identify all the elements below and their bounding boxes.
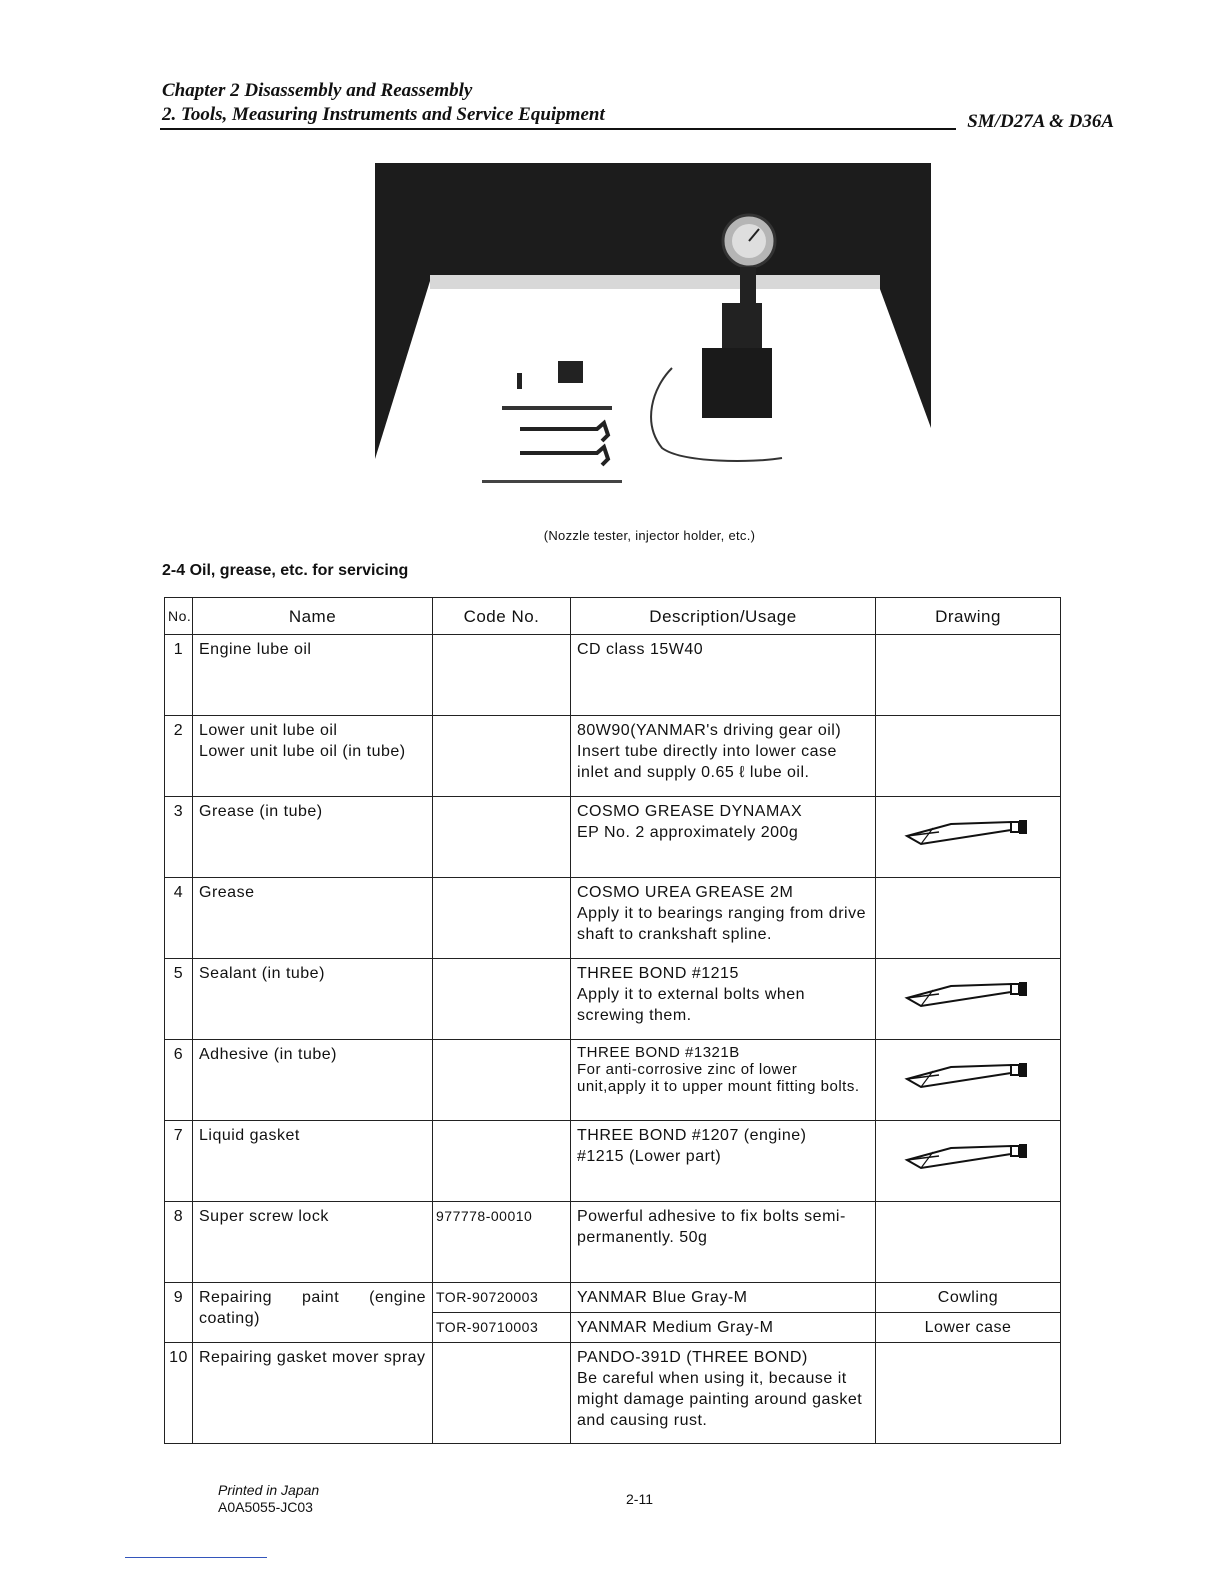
document-code: A0A5055-JC03 (218, 1499, 313, 1515)
tube-icon (903, 976, 1033, 1016)
table-header-row (165, 598, 1061, 635)
photo-caption: (Nozzle tester, injector holder, etc.) (543, 528, 756, 543)
row-description-text: COSMO UREA GREASE 2M Apply it to bearings ranging from drive shaft to crankshaft spline. (577, 884, 866, 943)
row-code (433, 716, 571, 797)
row-no: 2 (165, 716, 193, 797)
row-code (433, 1343, 571, 1444)
row-no: 7 (165, 1121, 193, 1202)
row-drawing (876, 635, 1061, 716)
nozzle-tester-photo (372, 163, 932, 503)
table-row (165, 635, 1061, 716)
row-description: YANMAR Medium Gray-M (571, 1313, 876, 1343)
row-code: TOR-90710003 (433, 1313, 571, 1343)
row-drawing (876, 1343, 1061, 1444)
row-code (433, 959, 571, 1040)
row-no: 10 (165, 1343, 193, 1444)
footer-link-line (125, 1557, 267, 1558)
row-no: 1 (165, 635, 193, 716)
row-drawing (876, 878, 1061, 959)
model-label: SM/D27A & D36A (967, 111, 1114, 132)
row-name: Repairing gasket mover spray (193, 1343, 433, 1444)
chapter-title: Chapter 2 Disassembly and Reassembly (162, 80, 473, 101)
row-code (433, 1040, 571, 1121)
servicing-materials-table (164, 597, 1061, 1444)
row-drawing (876, 959, 1061, 1040)
row-code: 977778-00010 (433, 1202, 571, 1283)
col-header-no: No. (165, 598, 193, 635)
row-name: Sealant (in tube) (193, 959, 433, 1040)
section-title: 2-4 Oil, grease, etc. for servicing (162, 562, 409, 579)
header-rule (160, 128, 956, 130)
row-description (571, 1343, 876, 1444)
row-description: CD class 15W40 (571, 635, 876, 716)
row-name: Engine lube oil (193, 635, 433, 716)
table-row (165, 1283, 1061, 1313)
row-description-text: THREE BOND #1215 Apply it to external bolts when screwing them. (577, 965, 806, 1024)
row-name: Grease (193, 878, 433, 959)
row-description (571, 878, 876, 959)
table-row (165, 878, 1061, 959)
tube-icon (903, 1138, 1033, 1178)
row-description: YANMAR Blue Gray-M (571, 1283, 876, 1313)
table-row (165, 1040, 1061, 1121)
tube-icon (903, 1057, 1033, 1097)
row-code (433, 797, 571, 878)
row-description-text: THREE BOND #1321B For anti-corrosive zinc of lower unit,apply it to upper mount fitting bolts. (577, 1044, 860, 1095)
row-description (571, 1121, 876, 1202)
row-no: 3 (165, 797, 193, 878)
row-no: 8 (165, 1202, 193, 1283)
row-description-text: COSMO GREASE DYNAMAX EP No. 2 approximately 200g (577, 803, 803, 841)
row-drawing (876, 716, 1061, 797)
row-description (571, 1040, 876, 1121)
row-description (571, 797, 876, 878)
row-name: Super screw lock (193, 1202, 433, 1283)
row-description: Powerful adhesive to fix bolts semi-permanently. 50g (571, 1202, 876, 1283)
row-name: Liquid gasket (193, 1121, 433, 1202)
row-description: 80W90(YANMAR's driving gear oil) Insert tube directly into lower case inlet and supply 0.65 ℓ lube oil. (571, 716, 876, 797)
row-description-text: THREE BOND #1207 (engine) #1215 (Lower part) (577, 1127, 807, 1165)
row-code (433, 635, 571, 716)
row-description-text: PANDO-391D (THREE BOND) Be careful when using it, because it might damage painting around gasket and causing rust. (577, 1349, 863, 1429)
col-header-drawing: Drawing (876, 598, 1061, 635)
row-code (433, 878, 571, 959)
row-name: Repairing paint (engine coating) (193, 1283, 433, 1343)
row-code: TOR-90720003 (433, 1283, 571, 1313)
row-drawing-label: Cowling (876, 1283, 1061, 1313)
footer-print-info (218, 1482, 319, 1516)
row-name (193, 716, 433, 797)
table-row (165, 959, 1061, 1040)
row-drawing (876, 797, 1061, 878)
row-no: 4 (165, 878, 193, 959)
tube-icon (903, 814, 1033, 854)
row-no: 6 (165, 1040, 193, 1121)
row-drawing-label: Lower case (876, 1313, 1061, 1343)
table-row (165, 1202, 1061, 1283)
page-number: 2-11 (626, 1491, 653, 1507)
row-no: 9 (165, 1283, 193, 1343)
table-row (165, 797, 1061, 878)
row-name: Grease (in tube) (193, 797, 433, 878)
section-heading: 2. Tools, Measuring Instruments and Service Equipment (162, 104, 605, 125)
row-name-text: Lower unit lube oil Lower unit lube oil (in tube) (199, 722, 406, 760)
col-header-description: Description/Usage (571, 598, 876, 635)
row-drawing (876, 1202, 1061, 1283)
row-name: Adhesive (in tube) (193, 1040, 433, 1121)
col-header-name: Name (193, 598, 433, 635)
row-description (571, 959, 876, 1040)
table-row (165, 716, 1061, 797)
row-no: 5 (165, 959, 193, 1040)
row-code (433, 1121, 571, 1202)
row-drawing (876, 1121, 1061, 1202)
printed-in-label: Printed in Japan (218, 1482, 320, 1498)
row-drawing (876, 1040, 1061, 1121)
col-header-code: Code No. (433, 598, 571, 635)
table-row (165, 1121, 1061, 1202)
table-row (165, 1343, 1061, 1444)
